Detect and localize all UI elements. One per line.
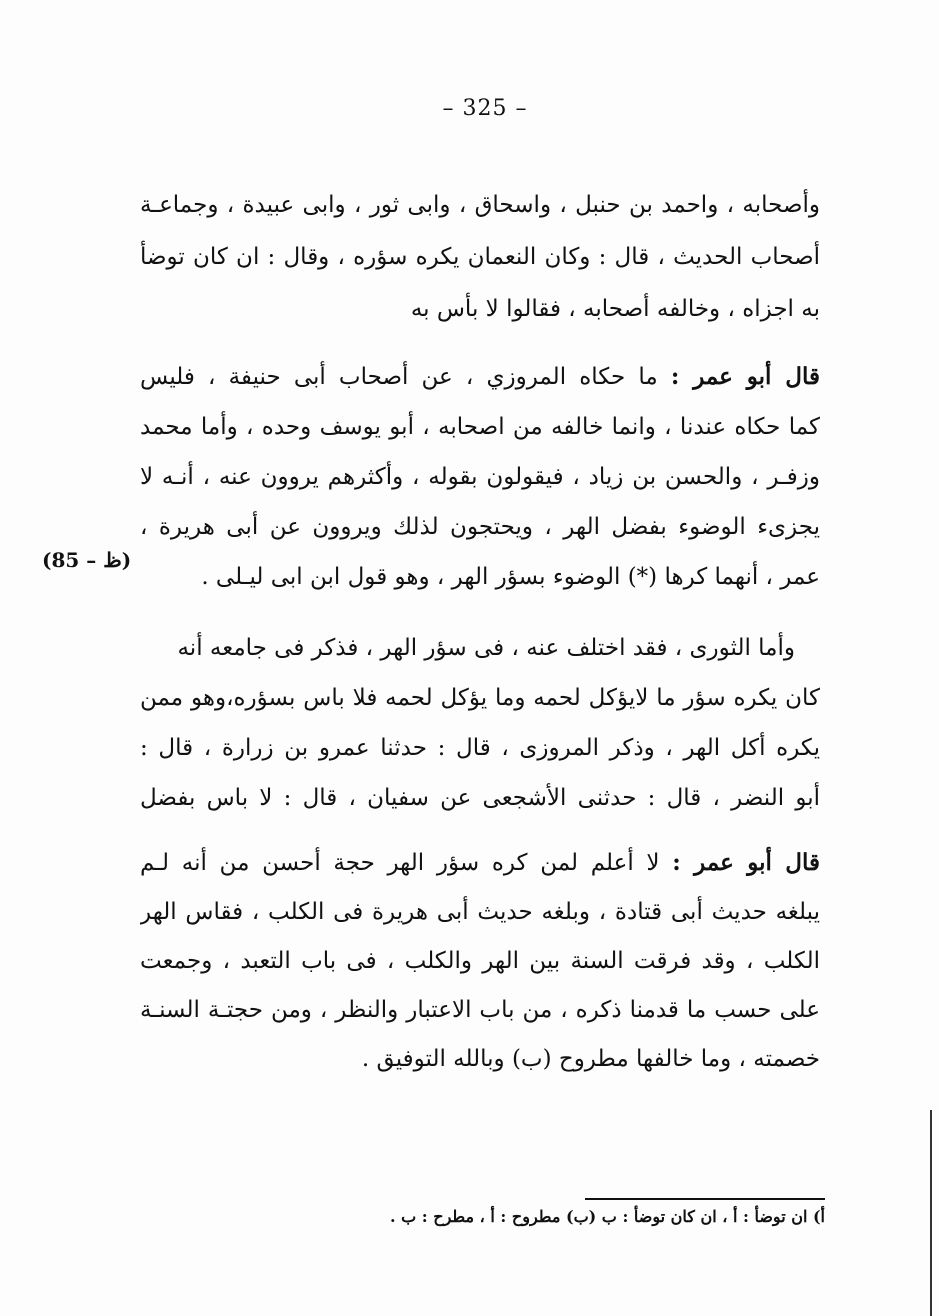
text-line: يكره أكل الهر ، وذكر المروزى ، قال : حدثنا عمرو بن زرارة ، قال :: [140, 735, 820, 761]
text-line: يجزىء الوضوء بفضل الهر ، ويحتجون لذلك ويروون عن أبى هريرة ،: [140, 514, 820, 540]
text-line: وأصحابه ، واحمد بن حنبل ، واسحاق ، وابى ثور ، وابى عبيدة ، وجماعـة: [140, 192, 820, 218]
text-line: أصحاب الحديث ، قال : وكان النعمان يكره سؤره ، وقال : ان كان توضأ: [140, 244, 820, 270]
text-line: كما حكاه عندنا ، وانما خالفه من اصحابه ، أبو يوسف وحده ، وأما محمد: [140, 414, 820, 440]
text-line-rest: ما حكاه المروزي ، عن أصحاب أبى حنيفة ، فليس: [140, 364, 671, 390]
text-line-rest: لا أعلم لمن كره سؤر الهر حجة أحسن من أنه لـم: [140, 850, 673, 876]
text-line: [140, 843, 820, 883]
text-line: عمر ، أنهما كرها (*) الوضوء بسؤر الهر ، وهو قول ابن ابى ليـلى .: [201, 564, 820, 590]
page-edge-line: [930, 1110, 932, 1316]
footnote-divider: [585, 1198, 825, 1200]
text-line: وزفـر ، والحسن بن زياد ، فيقولون بقوله ، وأكثرهم يروون عنه ، أنـه لا: [140, 464, 820, 490]
text-line: وأما الثورى ، فقد اختلف عنه ، فى سؤر الهر ، فذكر فى جامعه أنه: [177, 635, 795, 661]
text-line: أبو النضر ، قال : حدثنى الأشجعى عن سفيان ، قال : لا باس بفضل: [140, 785, 820, 811]
text-line: خصمته ، وما خالفها مطروح (ب) وبالله التوفيق .: [361, 1046, 820, 1072]
text-line: يبلغه حديث أبى قتادة ، وبلغه حديث أبى هريرة فى الكلب ، فقاس الهر: [140, 899, 820, 925]
lead-phrase: قال أبو عمر :: [672, 849, 820, 876]
text-line: على حسب ما قدمنا ذكره ، من باب الاعتبار والنظر ، ومن حجتـة السنـة: [140, 997, 820, 1023]
lead-phrase: قال أبو عمر :: [670, 363, 820, 390]
text-line: كان يكره سؤر ما لايؤكل لحمه وما يؤكل لحمه فلا باس بسؤره،وهو ممن: [140, 685, 820, 711]
page-number: – 325 –: [442, 96, 528, 121]
footnote: أ) ان توضأ : أ ، ان كان توضأ : ب (ب) مطروح : أ ، مطرح : ب .: [389, 1207, 825, 1226]
margin-reference: (85 – ظ): [42, 548, 132, 572]
text-line: الكلب ، وقد فرقت السنة بين الهر والكلب ، فى باب التعبد ، وجمعت: [140, 948, 820, 974]
text-line: به اجزاه ، وخالفه أصحابه ، فقالوا لا بأس به: [410, 296, 820, 322]
text-line: [140, 357, 820, 397]
